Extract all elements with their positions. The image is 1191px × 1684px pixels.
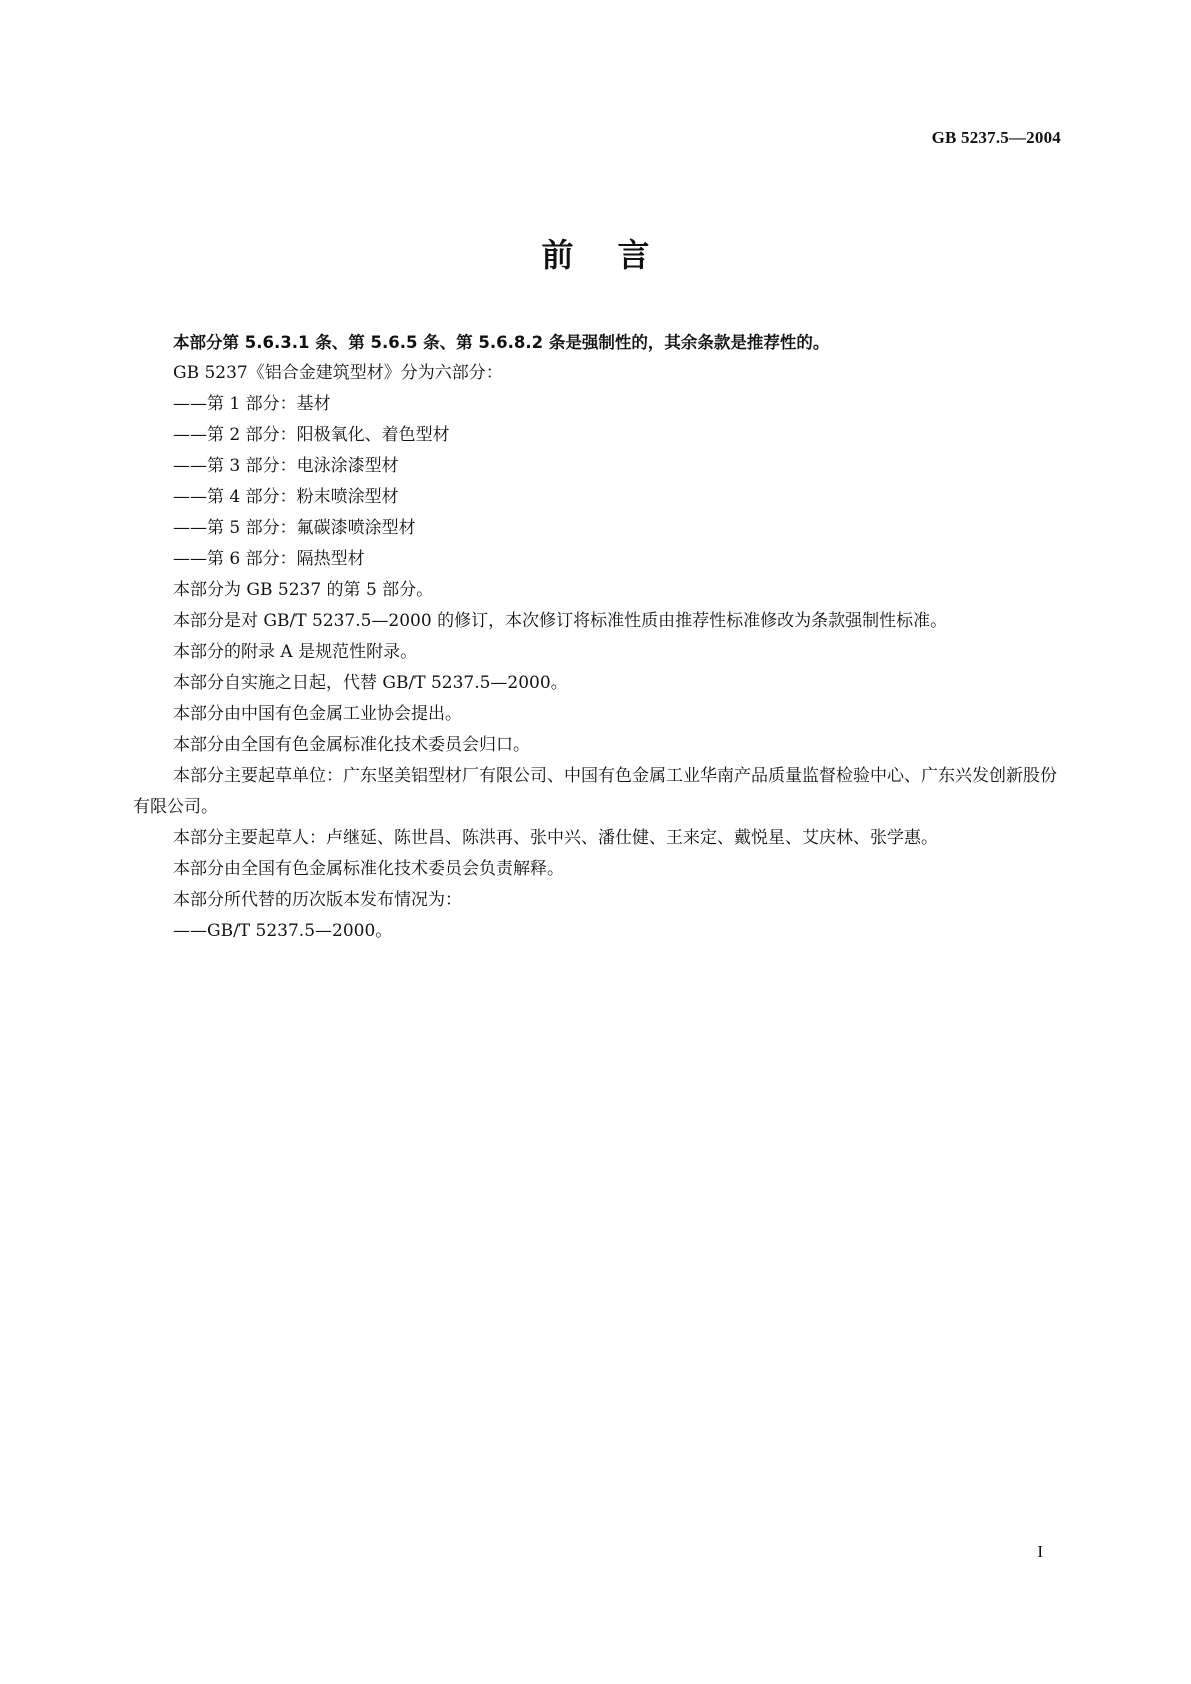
paragraph: GB 5237《铝合金建筑型材》分为六部分： bbox=[173, 363, 503, 383]
standard-code: GB 5237.5—2004 bbox=[931, 128, 1061, 147]
part-list-item: ——第 6 部分：隔热型材 bbox=[173, 549, 365, 569]
replaced-version-item: ——GB/T 5237.5—2000。 bbox=[173, 921, 393, 941]
paragraph: 本部分是对 GB/T 5237.5—2000 的修订，本次修订将标准性质由推荐性标准修改为条款强制性标准。 bbox=[173, 611, 948, 631]
foreword-body bbox=[133, 327, 1058, 947]
page-number: I bbox=[1037, 1542, 1043, 1561]
paragraph: 本部分自实施之日起，代替 GB/T 5237.5—2000。 bbox=[173, 673, 568, 693]
paragraph: 本部分主要起草人：卢继延、陈世昌、陈洪再、张中兴、潘仕健、王来定、戴悦星、艾庆林、张学惠。 bbox=[173, 828, 938, 848]
part-list-item: ——第 2 部分：阳极氧化、着色型材 bbox=[173, 425, 450, 445]
paragraph: 本部分为 GB 5237 的第 5 部分。 bbox=[173, 580, 434, 600]
paragraph: 本部分所代替的历次版本发布情况为： bbox=[173, 890, 462, 910]
paragraph: 本部分由全国有色金属标准化技术委员会负责解释。 bbox=[173, 859, 564, 879]
paragraph: 本部分由中国有色金属工业协会提出。 bbox=[173, 704, 462, 724]
part-list-item: ——第 5 部分：氟碳漆喷涂型材 bbox=[173, 518, 416, 538]
part-list-item: ——第 3 部分：电泳涂漆型材 bbox=[173, 456, 399, 476]
paragraph: 本部分由全国有色金属标准化技术委员会归口。 bbox=[173, 735, 530, 755]
mandatory-statement: 本部分第 5.6.3.1 条、第 5.6.5 条、第 5.6.8.2 条是强制性的，其余条款是推荐性的。 bbox=[173, 333, 830, 352]
paragraph: 本部分主要起草单位：广东坚美铝型材厂有限公司、中国有色金属工业华南产品质量监督检验中心、广东兴发创新股份有限公司。 bbox=[133, 766, 1057, 817]
part-list-item: ——第 4 部分：粉末喷涂型材 bbox=[173, 487, 399, 507]
part-list-item: ——第 1 部分：基材 bbox=[173, 394, 331, 414]
paragraph: 本部分的附录 A 是规范性附录。 bbox=[173, 642, 418, 662]
page-title: 前言 bbox=[541, 236, 694, 274]
